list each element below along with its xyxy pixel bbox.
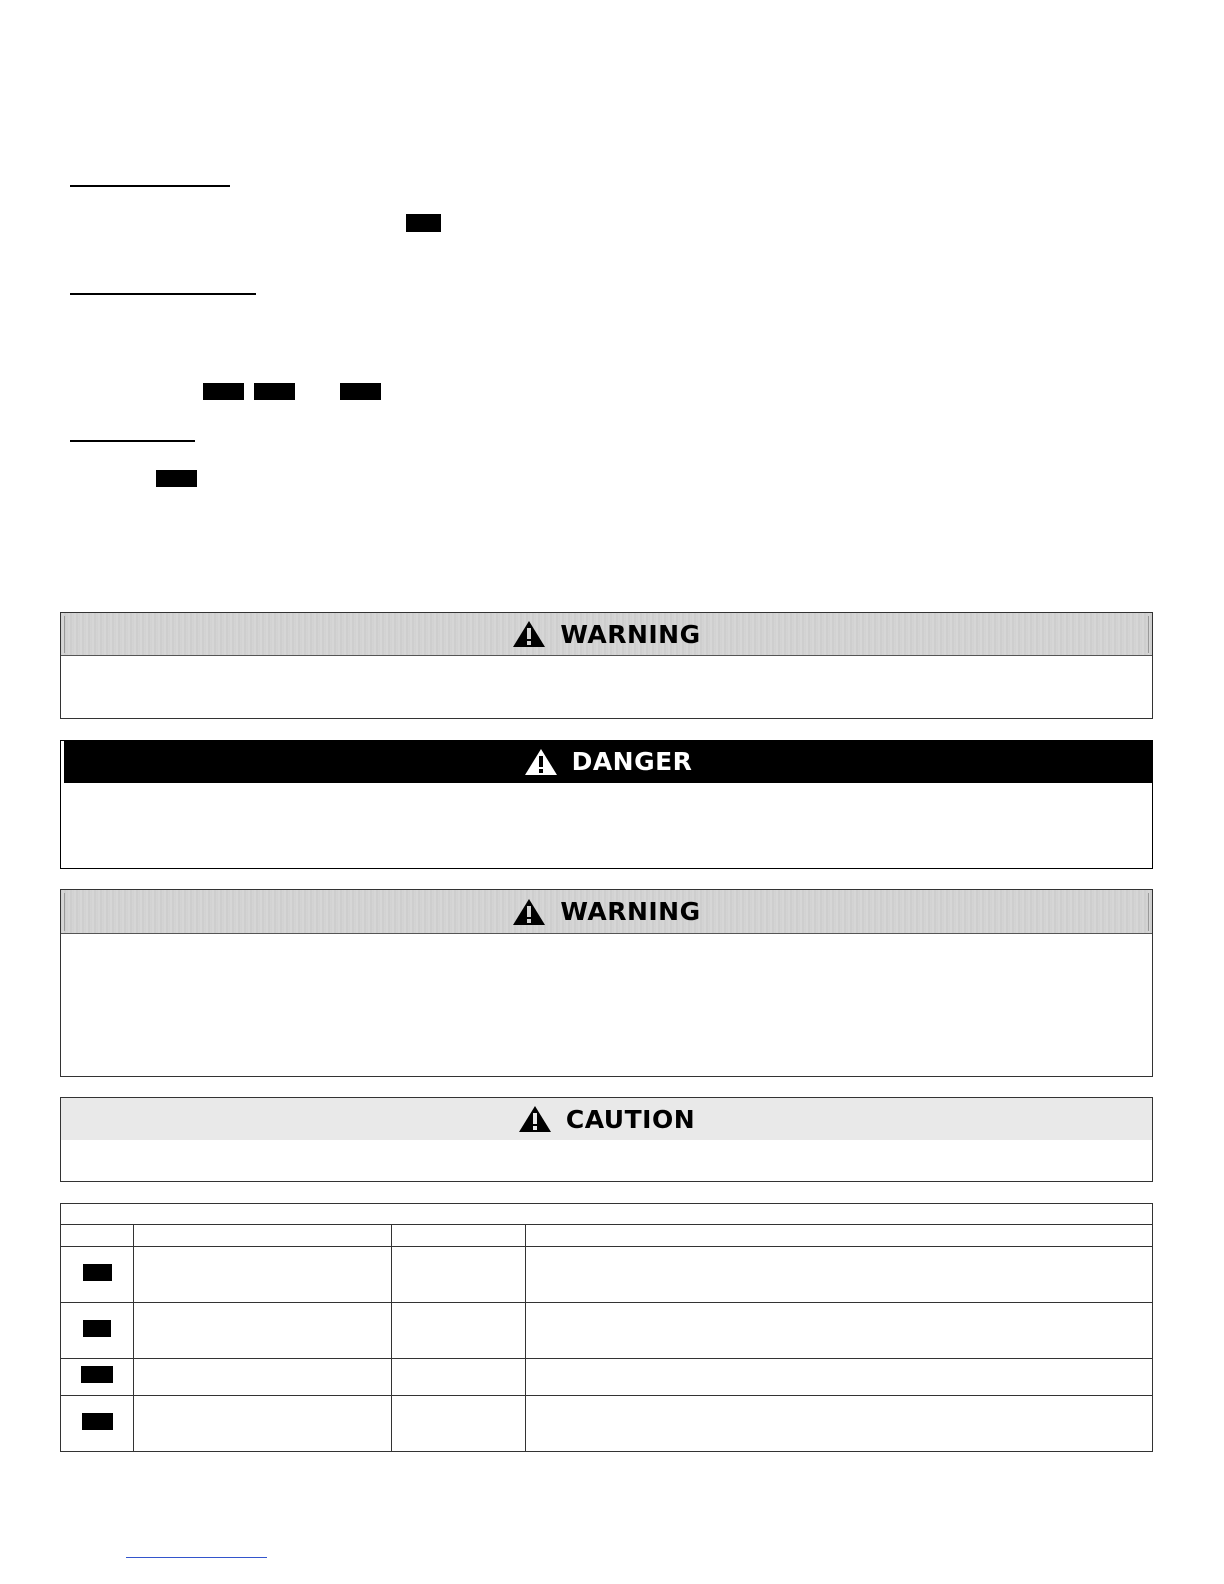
table-row xyxy=(61,1396,1153,1452)
table-cell xyxy=(392,1396,526,1452)
table-cell xyxy=(134,1359,392,1396)
warning-triangle-icon xyxy=(512,898,546,926)
table-row xyxy=(61,1303,1153,1359)
table-cell xyxy=(134,1303,392,1359)
danger-notice-panel xyxy=(60,740,1153,869)
caution-notice-panel xyxy=(60,1097,1153,1182)
caution-header-band xyxy=(61,1098,1152,1140)
table-header-cell xyxy=(134,1225,392,1247)
redacted-code-block xyxy=(203,383,244,400)
warning-header-band xyxy=(61,890,1152,934)
table-row xyxy=(61,1359,1153,1396)
warning-notice-panel xyxy=(60,612,1153,719)
table-cell xyxy=(526,1359,1153,1396)
section-heading-underline-3 xyxy=(70,440,195,442)
table-title-row xyxy=(61,1204,1153,1225)
redacted-code-block xyxy=(82,1413,113,1430)
redacted-code-block xyxy=(340,383,381,400)
warning-triangle-icon xyxy=(518,1105,552,1133)
danger-title: DANGER xyxy=(571,747,693,776)
table-header-cell xyxy=(392,1225,526,1247)
table-cell xyxy=(134,1396,392,1452)
table-cell-code xyxy=(61,1247,134,1303)
table-cell xyxy=(526,1303,1153,1359)
redacted-code-block xyxy=(254,383,295,400)
section-heading-underline-2 xyxy=(70,293,256,295)
table-title-cell xyxy=(61,1204,1153,1225)
warning-title: WARNING xyxy=(560,619,701,649)
codes-table xyxy=(60,1203,1153,1452)
footer-link-underline[interactable] xyxy=(126,1557,267,1558)
table-cell-code xyxy=(61,1303,134,1359)
section-heading-underline-1 xyxy=(70,185,230,187)
warning-header-band xyxy=(61,613,1152,656)
table-cell xyxy=(134,1247,392,1303)
table-cell-code xyxy=(61,1396,134,1452)
warning-notice-panel xyxy=(60,889,1153,1077)
warning-triangle-icon xyxy=(524,748,558,776)
danger-header-band xyxy=(64,741,1152,783)
redacted-code-block xyxy=(83,1264,112,1281)
redacted-code-block xyxy=(406,214,441,232)
table-header-row xyxy=(61,1225,1153,1247)
table-cell xyxy=(526,1247,1153,1303)
redacted-code-block xyxy=(156,470,197,487)
redacted-code-block xyxy=(83,1320,111,1337)
table-cell-code xyxy=(61,1359,134,1396)
table-header-cell xyxy=(526,1225,1153,1247)
table-cell xyxy=(526,1396,1153,1452)
table-header-cell xyxy=(61,1225,134,1247)
table-cell xyxy=(392,1247,526,1303)
table-cell xyxy=(392,1359,526,1396)
warning-triangle-icon xyxy=(512,620,546,648)
table-cell xyxy=(392,1303,526,1359)
redacted-code-block xyxy=(81,1366,113,1383)
caution-title: CAUTION xyxy=(565,1104,696,1134)
warning-title: WARNING xyxy=(560,897,701,926)
table-row xyxy=(61,1247,1153,1303)
